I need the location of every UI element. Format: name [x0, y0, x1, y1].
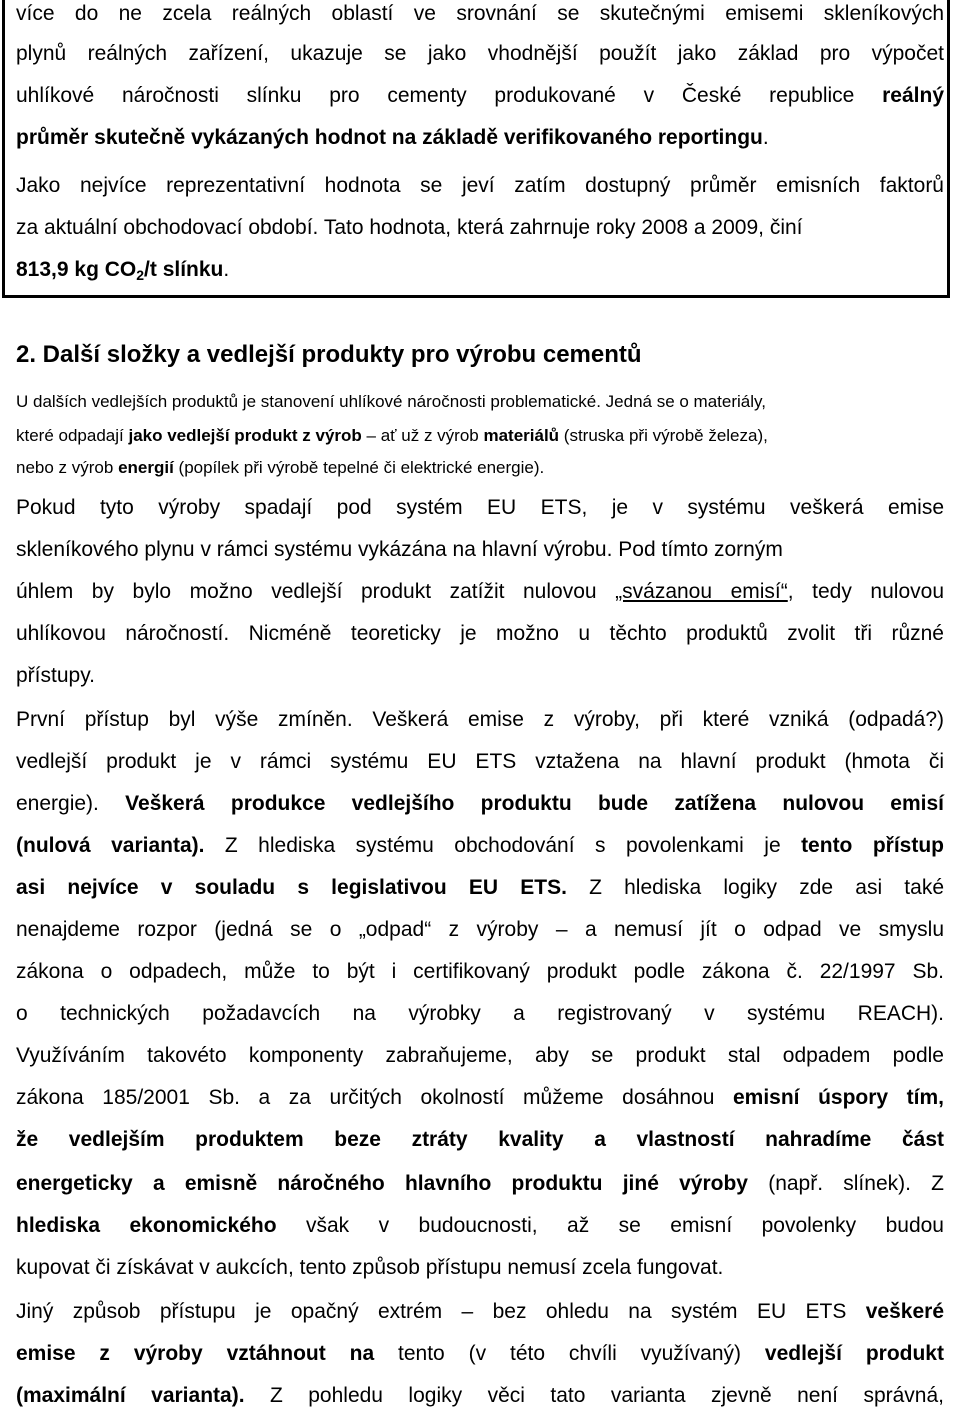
- text: Pokud tyto výroby spadají pod systém EU ETS, je v systému veškerá emise: [16, 496, 944, 519]
- body-line: [16, 1254, 944, 1282]
- body-line: [16, 832, 944, 860]
- body-line: [16, 748, 944, 776]
- text: přístupy.: [16, 664, 95, 687]
- text: Z hlediska systému obchodování s povolenkami je: [204, 834, 802, 857]
- bold-text: /t slínku: [144, 258, 224, 281]
- text: více do ne zcela reálných oblastí ve srovnání se skutečnými emisemi skleníkových: [16, 2, 944, 25]
- body-line: [16, 536, 944, 564]
- body-line: [16, 620, 944, 648]
- text: .: [762, 126, 769, 149]
- text: nenajdeme rozpor (jedná se o „odpad“ z výroby – a nemusí jít o odpad ve smyslu: [16, 918, 944, 941]
- body-line: [16, 662, 944, 690]
- box-line: [16, 172, 944, 200]
- text: U dalších vedlejších produktů je stanovení uhlíkové náročnosti problematické.: [16, 392, 606, 411]
- text: První přístup byl výše zmíněn. Veškerá emise z výroby, při které vzniká (odpadá?): [16, 708, 944, 731]
- text: úhlem by bylo možno vedlejší produkt zatížit nulovou: [16, 580, 616, 603]
- small-line: [16, 390, 944, 414]
- bold-text: průměr skutečně vykázaných hodnot na základě verifikovaného reportingu: [16, 126, 763, 149]
- body-line: [16, 1042, 944, 1070]
- small-line: [16, 424, 944, 448]
- bold-text: veškeré: [865, 1300, 944, 1323]
- text: .: [223, 258, 230, 281]
- text: uhlíkové náročnosti slínku pro cementy produkované v České republice: [16, 84, 883, 107]
- body-line: [16, 958, 944, 986]
- text: Tato hodnota, která zahrnuje roky 2008 a 2009, činí: [323, 216, 803, 239]
- text: plynů reálných zařízení, ukazuje se jako vhodnější použít jako základ pro výpočet: [16, 42, 944, 65]
- body-line: [16, 790, 944, 818]
- text: vedlejší produkt je v rámci systému EU ETS vztažena na hlavní produkt (hmota či: [16, 750, 944, 773]
- subscript: 2: [136, 267, 145, 283]
- bold-text: energií: [118, 458, 174, 477]
- box-line: [16, 40, 944, 68]
- bold-text: materiálů: [483, 426, 560, 445]
- text: kupovat či získávat v aukcích, tento způsob přístupu nemusí zcela fungovat.: [16, 1256, 724, 1279]
- text: tento (v této chvíli využívaný): [374, 1342, 765, 1365]
- bold-text: jako vedlejší produkt z výrob: [128, 426, 362, 445]
- underlined-text: „svázanou emisí“: [615, 580, 788, 603]
- text: Jiný způsob přístupu je opačný extrém – bez ohledu na systém EU ETS: [16, 1300, 866, 1323]
- text: energie).: [16, 792, 126, 815]
- text: zákona o odpadech, může to být i certifikovaný produkt podle zákona č. 22/1997 Sb.: [16, 960, 944, 983]
- bold-text: reálný: [882, 84, 944, 107]
- bold-text: emise z výroby vztáhnout na: [16, 1342, 375, 1365]
- text: Jedná se o materiály,: [605, 392, 766, 411]
- body-line: [16, 578, 944, 606]
- body-line: [16, 1212, 944, 1240]
- box-line: [16, 256, 944, 284]
- text: , tedy nulovou: [787, 580, 944, 603]
- text: nebo z výrob: [16, 458, 119, 477]
- bold-text: že vedlejším produktem beze ztráty kvality a vlastností nahradíme část: [16, 1128, 944, 1151]
- box-line: [16, 214, 944, 242]
- text: které odpadají: [16, 426, 129, 445]
- section-heading: 2. Další složky a vedlejší produkty pro výrobu cementů: [16, 341, 642, 368]
- bold-text: hlediska ekonomického: [16, 1214, 277, 1237]
- text: skleníkového plynu v rámci systému vykázána na hlavní výrobu. Pod tímto zorným: [16, 538, 783, 561]
- box-line: [16, 124, 944, 152]
- bold-text: Veškerá produkce vedlejšího produktu bude zatížena nulovou emisí: [125, 792, 945, 815]
- body-line: [16, 1126, 944, 1154]
- box-line: [16, 82, 944, 110]
- text: (popílek při výrobě tepelné či elektrické energie).: [173, 458, 545, 477]
- bold-text: (nulová varianta).: [16, 834, 205, 857]
- text: – ať už z výrob: [361, 426, 484, 445]
- bold-text: tento přístup: [801, 834, 944, 857]
- bold-text: asi nejvíce v souladu s legislativou EU ETS.: [16, 876, 567, 899]
- box-line: [16, 0, 944, 28]
- body-line: [16, 874, 944, 902]
- body-line: [16, 1084, 944, 1112]
- body-line: [16, 916, 944, 944]
- bold-text: 813,9 kg CO: [16, 258, 137, 281]
- bold-text: energeticky a emisně náročného hlavního produktu jiné výroby: [16, 1172, 748, 1195]
- body-line: [16, 1170, 944, 1198]
- bold-text: vedlejší produkt: [764, 1342, 944, 1365]
- body-line: [16, 1340, 944, 1368]
- small-line: [16, 456, 944, 480]
- text: zákona 185/2001 Sb. a za určitých okolností můžeme dosáhnou: [16, 1086, 733, 1109]
- body-line: [16, 706, 944, 734]
- text: Z pohledu logiky věci tato varianta zjevně není správná,: [244, 1384, 944, 1407]
- body-line: [16, 1298, 944, 1326]
- text: Využíváním takovéto komponenty zabraňujeme, aby se produkt stal odpadem podle: [16, 1044, 944, 1067]
- body-line: [16, 1382, 944, 1410]
- text: (struska při výrobě železa),: [559, 426, 768, 445]
- text: za aktuální obchodovací období.: [16, 216, 324, 239]
- text: (např. slínek). Z: [747, 1172, 944, 1195]
- bold-text: (maximální varianta).: [16, 1384, 245, 1407]
- text: o technických požadavcích na výrobky a registrovaný v systému REACH).: [16, 1002, 944, 1025]
- bold-text: emisní úspory tím,: [732, 1086, 944, 1109]
- text: Z hlediska logiky zde asi také: [566, 876, 944, 899]
- body-line: [16, 494, 944, 522]
- text: Jako nejvíce reprezentativní hodnota se jeví zatím dostupný průměr emisních faktorů: [16, 174, 944, 197]
- text: uhlíkovou náročností. Nicméně teoreticky je možno u těchto produktů zvolit tři různé: [16, 622, 944, 645]
- body-line: [16, 1000, 944, 1028]
- text: však v budoucnosti, až se emisní povolenky budou: [276, 1214, 944, 1237]
